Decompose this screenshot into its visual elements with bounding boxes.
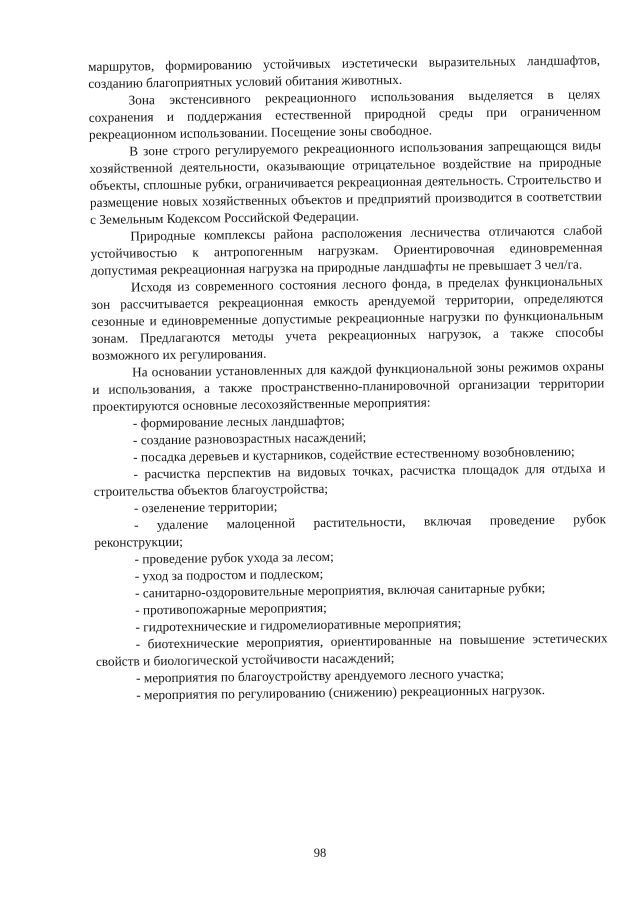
paragraph-measures-intro: На основании установленных для каждой функциональной зоны режимов охраны и использования, а также пространственно-планировочной организации территории проектируются основные лесохозяйственные мероприятия:	[92, 358, 605, 414]
list-item: - удаление малоценной растительности, включая проведение рубок реконструкции;	[94, 511, 607, 550]
list-item: - проведение рубок ухода за лесом;	[134, 548, 334, 567]
list-item: - мероприятия по благоустройству арендуемого лесного участка;	[136, 665, 504, 686]
page-number: 98	[313, 846, 327, 860]
paragraph-regulated-zone: В зоне строго регулируемого рекреационного использования запрещающся виды хозяйственной деятельности, оказывающие отрицательное воздействие на природные объекты, сплошные рубки, ограничивается рекреационная деятельность. Строительство и размещение новых хозяйственных объектов и предприятий производится в соответствии с Земельным Кодексом Российской Федерации.	[89, 137, 602, 227]
list-item: - расчистка перспектив на видовых точках, расчистка площадок для отдыха и строительства объектов благоустройства;	[93, 460, 606, 499]
list-item: - формирование лесных ландшафтов;	[132, 412, 345, 431]
list-item: - озеленение территории;	[133, 498, 278, 516]
list-item: - мероприятия по регулированию (снижению) рекреационных нагрузок.	[136, 682, 546, 703]
body-text	[88, 51, 608, 704]
paragraph-natural-complexes: Природные комплексы района расположения лесничества отличаются слабой устойчивостью к антропогенным нагрузкам. Ориентировочная единовременная допустимая рекреационная нагрузка на природные ландшафты не превышает 3 чел/га.	[90, 222, 603, 278]
list-item: - биотехнические мероприятия, ориентированные на повышение эстетических свойств и биологической устойчивости насаждений;	[95, 630, 608, 669]
list-item: - гидротехнические и гидромелиоративные мероприятия;	[135, 615, 462, 635]
list-item: - уход за подростом и подлеском;	[134, 565, 324, 584]
paragraph-forest-fund: Исходя из современного состояния лесного фонда, в пределах функциональных зон рассчитывается рекреационная емкость арендуемой территории, определяются сезонные и единовременные допустимые рекреационные нагрузки по функциональным зонам. Предлагаются методы учета рекреационных нагрузок, а также способы возможного их регулирования.	[91, 273, 604, 363]
paragraph-continuation: маршрутов, формированию устойчивых иэстетически выразительных ландшафтов, созданию благоприятных условий обитания животных.	[88, 52, 601, 91]
list-item: - посадка деревьев и кустарников, содействие естественному возобновлению;	[133, 443, 575, 465]
paragraph-extensive-zone: Зона экстенсивного рекреационного использования выделяется в целях сохранения и поддержания естественной природной среды при ограниченном рекреационном использовании. Посещение зоны свободное.	[88, 86, 601, 142]
list-item: - противопожарные мероприятия;	[135, 599, 327, 618]
list-item: - создание разновозрастных насаждений;	[132, 429, 367, 448]
list-item: - санитарно-оздоровительные мероприятия, включая санитарные рубки;	[134, 580, 546, 601]
